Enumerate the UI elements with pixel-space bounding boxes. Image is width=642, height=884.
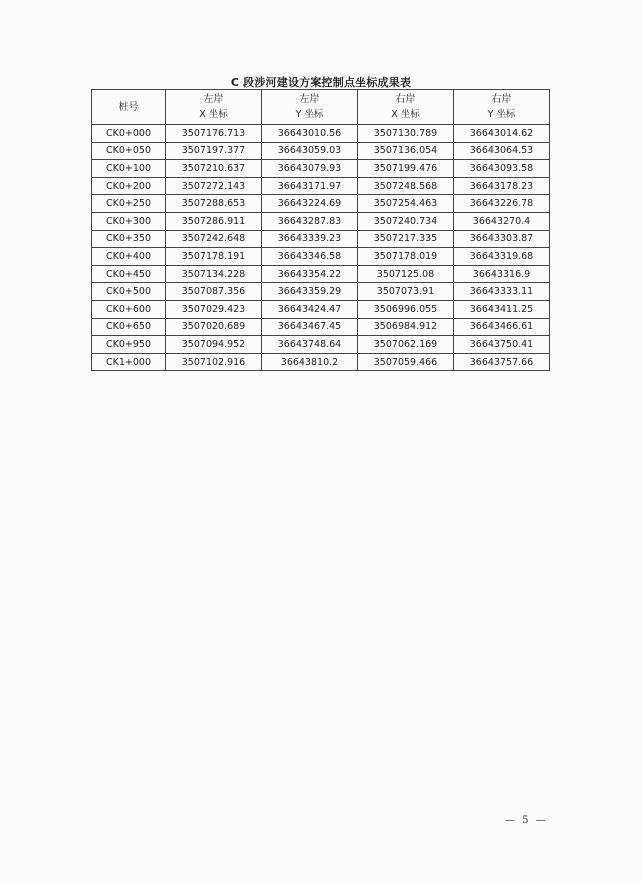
header-axis-label: Y 坐标 bbox=[295, 109, 324, 120]
stake-cell: CK0+400 bbox=[92, 248, 166, 266]
table-row bbox=[92, 125, 550, 143]
stake-cell: CK0+450 bbox=[92, 265, 166, 283]
table-row bbox=[92, 177, 550, 195]
right-x-cell: 3507059.466 bbox=[358, 353, 454, 371]
stake-cell: CK0+500 bbox=[92, 283, 166, 301]
right-y-cell: 36643178.23 bbox=[454, 177, 550, 195]
page-number: — 5 — bbox=[505, 815, 548, 826]
right-y-cell: 36643014.62 bbox=[454, 125, 550, 143]
right-x-cell: 3507254.463 bbox=[358, 195, 454, 213]
stake-cell: CK1+000 bbox=[92, 353, 166, 371]
right-y-cell: 36643226.78 bbox=[454, 195, 550, 213]
header-axis-label: Y 坐标 bbox=[487, 109, 516, 120]
left-x-cell: 3507029.423 bbox=[166, 300, 262, 318]
right-y-cell: 36643319.68 bbox=[454, 248, 550, 266]
right-y-cell: 36643411.25 bbox=[454, 300, 550, 318]
left-y-cell: 36643079.93 bbox=[262, 160, 358, 178]
stake-cell: CK0+950 bbox=[92, 336, 166, 354]
right-x-cell: 3507125.08 bbox=[358, 265, 454, 283]
left-x-cell: 3507020.689 bbox=[166, 318, 262, 336]
left-x-cell: 3507286.911 bbox=[166, 212, 262, 230]
header-side-label: 左岸 bbox=[299, 94, 320, 105]
stake-cell: CK0+250 bbox=[92, 195, 166, 213]
stake-cell: CK0+050 bbox=[92, 142, 166, 160]
left-y-cell: 36643424.47 bbox=[262, 300, 358, 318]
header-axis-label: X 坐标 bbox=[199, 109, 228, 120]
right-x-cell: 3507240.734 bbox=[358, 212, 454, 230]
left-y-cell: 36643467.45 bbox=[262, 318, 358, 336]
stake-cell: CK0+600 bbox=[92, 300, 166, 318]
table-row bbox=[92, 353, 550, 371]
left-x-cell: 3507242.648 bbox=[166, 230, 262, 248]
right-x-cell: 3507062.169 bbox=[358, 336, 454, 354]
left-x-cell: 3507288.653 bbox=[166, 195, 262, 213]
right-x-cell: 3507248.568 bbox=[358, 177, 454, 195]
stake-cell: CK0+300 bbox=[92, 212, 166, 230]
left-y-cell: 36643748.64 bbox=[262, 336, 358, 354]
left-x-cell: 3507272.143 bbox=[166, 177, 262, 195]
table-row bbox=[92, 230, 550, 248]
table-row bbox=[92, 212, 550, 230]
right-x-cell: 3507178.019 bbox=[358, 248, 454, 266]
table-header-row bbox=[92, 90, 550, 125]
left-x-cell: 3507087.356 bbox=[166, 283, 262, 301]
right-x-cell: 3507136.054 bbox=[358, 142, 454, 160]
stake-cell: CK0+350 bbox=[92, 230, 166, 248]
table-row bbox=[92, 160, 550, 178]
table-row bbox=[92, 195, 550, 213]
right-x-cell: 3507199.476 bbox=[358, 160, 454, 178]
stake-cell: CK0+000 bbox=[92, 125, 166, 143]
right-y-cell: 36643333.11 bbox=[454, 283, 550, 301]
left-y-cell: 36643346.58 bbox=[262, 248, 358, 266]
right-y-cell: 36643750.41 bbox=[454, 336, 550, 354]
header-stake: 桩号 bbox=[92, 90, 166, 125]
left-x-cell: 3507178.191 bbox=[166, 248, 262, 266]
header-right-y bbox=[454, 90, 550, 125]
header-axis-label: X 坐标 bbox=[391, 109, 420, 120]
left-y-cell: 36643224.69 bbox=[262, 195, 358, 213]
table-row bbox=[92, 283, 550, 301]
header-right-x bbox=[358, 90, 454, 125]
left-y-cell: 36643171.97 bbox=[262, 177, 358, 195]
left-y-cell: 36643359.29 bbox=[262, 283, 358, 301]
right-y-cell: 36643316.9 bbox=[454, 265, 550, 283]
header-side-label: 右岸 bbox=[395, 94, 416, 105]
left-x-cell: 3507210.637 bbox=[166, 160, 262, 178]
left-x-cell: 3507102.916 bbox=[166, 353, 262, 371]
left-x-cell: 3507134.228 bbox=[166, 265, 262, 283]
header-left-y bbox=[262, 90, 358, 125]
document-title: C 段涉河建设方案控制点坐标成果表 bbox=[230, 76, 412, 89]
left-y-cell: 36643010.56 bbox=[262, 125, 358, 143]
left-y-cell: 36643354.22 bbox=[262, 265, 358, 283]
table-row bbox=[92, 336, 550, 354]
header-side-label: 右岸 bbox=[491, 94, 512, 105]
right-x-cell: 3507217.335 bbox=[358, 230, 454, 248]
right-y-cell: 36643303.87 bbox=[454, 230, 550, 248]
left-x-cell: 3507197.377 bbox=[166, 142, 262, 160]
left-x-cell: 3507176.713 bbox=[166, 125, 262, 143]
table-row bbox=[92, 265, 550, 283]
header-side-label: 左岸 bbox=[203, 94, 224, 105]
left-y-cell: 36643339.23 bbox=[262, 230, 358, 248]
right-y-cell: 36643466.61 bbox=[454, 318, 550, 336]
stake-cell: CK0+200 bbox=[92, 177, 166, 195]
table-row bbox=[92, 248, 550, 266]
right-y-cell: 36643093.58 bbox=[454, 160, 550, 178]
right-x-cell: 3507130.789 bbox=[358, 125, 454, 143]
right-x-cell: 3506996.055 bbox=[358, 300, 454, 318]
left-y-cell: 36643810.2 bbox=[262, 353, 358, 371]
right-x-cell: 3507073.91 bbox=[358, 283, 454, 301]
coordinates-table bbox=[91, 89, 550, 371]
left-y-cell: 36643059.03 bbox=[262, 142, 358, 160]
table-row bbox=[92, 142, 550, 160]
header-left-x bbox=[166, 90, 262, 125]
right-y-cell: 36643757.66 bbox=[454, 353, 550, 371]
table-row bbox=[92, 300, 550, 318]
stake-cell: CK0+100 bbox=[92, 160, 166, 178]
right-y-cell: 36643270.4 bbox=[454, 212, 550, 230]
right-y-cell: 36643064.53 bbox=[454, 142, 550, 160]
left-y-cell: 36643287.83 bbox=[262, 212, 358, 230]
right-x-cell: 3506984.912 bbox=[358, 318, 454, 336]
table-row bbox=[92, 318, 550, 336]
left-x-cell: 3507094.952 bbox=[166, 336, 262, 354]
stake-cell: CK0+650 bbox=[92, 318, 166, 336]
